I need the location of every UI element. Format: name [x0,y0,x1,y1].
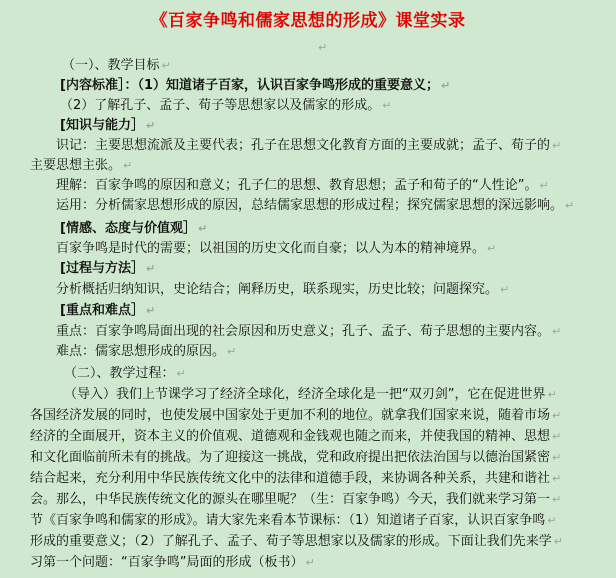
text-line [62,56,171,76]
section-heading [60,301,155,321]
text-line [56,322,561,342]
line-text: 习第一个问题：“百家争鸣”局面的形成（板书） [30,555,304,570]
document-title: 《百家争鸣和儒家思想的形成》课堂实录 [150,11,466,31]
paragraph-mark-icon: ↵ [547,514,557,527]
paragraph-mark-icon: ↵ [552,493,562,506]
text-line [64,364,186,384]
text-line [30,156,132,176]
line-text: [内容标准］：（1）知道诸子百家，认识百家争鸣形成的重要意义； [60,78,439,93]
section-heading [60,259,155,279]
line-text: [重点和难点］ [60,303,144,318]
line-text: 和文化面临前所未有的挑战。为了迎接这一挑战，党和政府提出把依法治国与以德治国紧密 [30,450,551,465]
text-line [30,532,563,552]
text-line [56,176,549,196]
paragraph-mark-icon: ↵ [552,325,562,338]
line-text: （一）、教学目标 [62,58,160,73]
line-text: 分析概括归纳知识，史论结合；阐释历史，联系现实，历史比较；问题探究。 [56,282,499,297]
paragraph-mark-icon: ↵ [553,535,563,548]
text-line [56,136,561,156]
paragraph-mark-icon: ↵ [441,79,451,92]
line-text: [过程与方法］ [60,261,144,276]
paragraph-mark-icon: ↵ [227,345,237,358]
text-line [30,553,315,573]
paragraph-mark-icon: ↵ [161,59,171,72]
line-text: [情感、态度与价值观］ [60,221,196,236]
line-text: 理解：百家争鸣的原因和意义；孔子仁的思想、教育思想；孟子和荀子的“人性论”。 [56,178,538,193]
line-text: 形成的重要意义；（2）了解孔子、孟子、荀子等思想家以及儒家的形成。下面让我们先来学 [30,534,552,549]
empty-line: ↵ [318,41,328,54]
text-line [30,469,561,489]
paragraph-mark-icon: ↵ [547,388,557,401]
paragraph-mark-icon: ↵ [123,159,133,172]
paragraph-mark-icon: ↵ [176,367,186,380]
line-text: 运用：分析儒家思想形成的原因，总结儒家思想的形成过程；探究儒家思想的深远影响。 [56,198,564,213]
section-heading [60,76,450,96]
line-text: 各国经济发展的同时，也使发展中国家处于更加不利的地位。就拿我们国家来说，随着市场 [30,408,551,423]
paragraph-mark-icon: ↵ [500,283,510,296]
line-text: 百家争鸣是时代的需要；以祖国的历史文化而自豪；以人为本的精神境界。 [56,241,486,256]
paragraph-mark-icon: ↵ [552,409,562,422]
section-heading [60,219,207,239]
line-text: （2）了解孔子、孟子、荀子等思想家以及儒家的形成。 [60,98,381,113]
paragraph-mark-icon: ↵ [145,119,156,132]
paragraph-mark-icon: ↵ [552,451,562,464]
paragraph-mark-icon: ↵ [565,199,575,212]
line-text: 重点：百家争鸣局面出现的社会原因和历史意义；孔子、孟子、荀子思想的主要内容。 [56,324,551,339]
paragraph-mark-icon: ↵ [305,556,315,569]
paragraph-mark-icon: ↵ [539,179,549,192]
text-line [30,448,561,468]
text-line [30,427,561,447]
line-text: [知识与能力］ [60,118,144,133]
paragraph-mark-icon: ↵ [197,222,208,235]
paragraph-mark-icon: ↵ [487,242,497,255]
line-text: 主要思想主张。 [30,158,122,173]
line-text: （二）、教学过程： [64,366,175,381]
paragraph-mark-icon: ↵ [552,139,562,152]
text-line [30,406,561,426]
text-line [30,490,561,510]
paragraph-mark-icon: ↵ [552,430,562,443]
line-text: 识记：主要思想流派及主要代表；孔子在思想文化教育方面的主要成就；孟子、荀子的 [56,138,551,153]
line-text: 难点：儒家思想形成的原因。 [56,344,226,359]
paragraph-mark-icon: ↵ [552,472,562,485]
line-text: 结合起来，充分利用中华民族传统文化中的法律和道德手段，来协调各种关系，共建和谐社 [30,471,551,486]
text-line [56,342,236,362]
text-line [56,239,496,259]
text-line [56,196,574,216]
text-line [56,280,509,300]
text-line [60,96,392,116]
text-line [30,511,557,531]
line-text: （导入）我们上节课学习了经济全球化，经济全球化是一把“双刃剑”，它在促进世界 [64,387,546,402]
section-heading [60,116,155,136]
line-text: 会。那么，中华民族传统文化的源头在哪里呢？（生：百家争鸣）今天，我们就来学习第一 [30,492,551,507]
text-line [64,385,557,405]
paragraph-mark-icon: ↵ [382,99,392,112]
paragraph-mark-icon: ↵ [145,304,156,317]
line-text: 经济的全面展开，资本主义的价值观、道德观和金钱观也随之而来，并使我国的精神、思想 [30,429,551,444]
paragraph-mark-icon: ↵ [145,262,156,275]
line-text: 节《百家争鸣和儒家的形成》。请大家先来看本节课标：（1）知道诸子百家，认识百家争鸣 [30,513,546,528]
